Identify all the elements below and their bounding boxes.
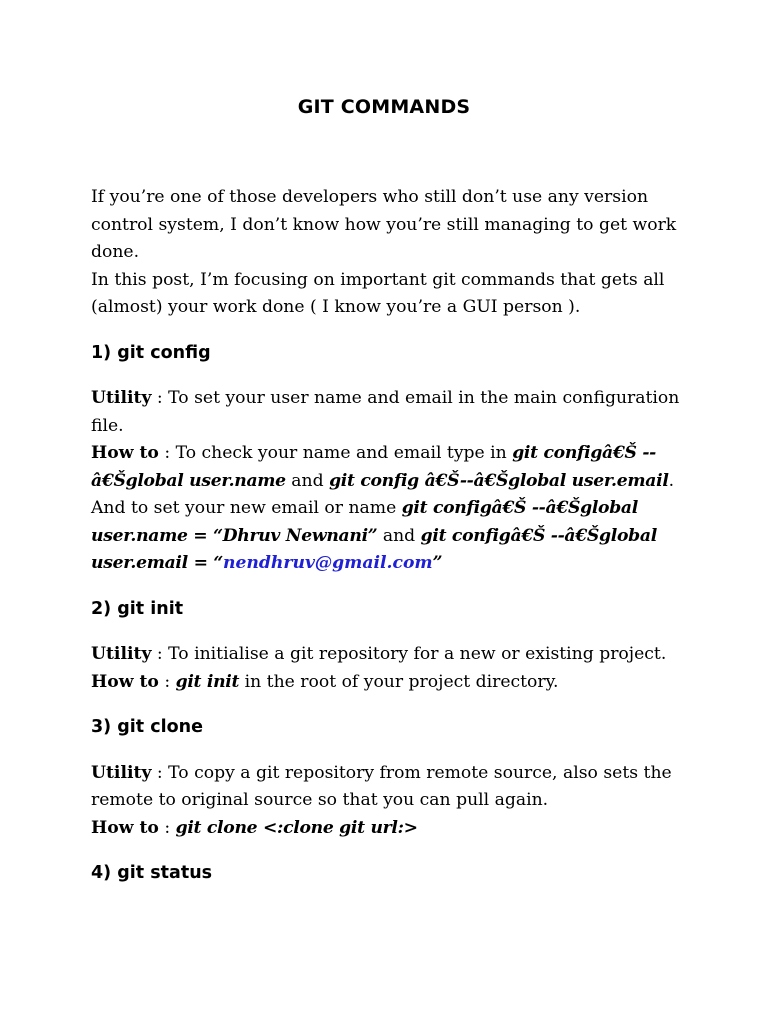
howto-label: How to <box>91 443 159 463</box>
utility-text: : To initialise a git repository for a new or existing project. <box>151 644 667 664</box>
howto-separator: : <box>158 817 176 838</box>
command-git-clone: git clone <:clone git url:> <box>175 817 418 838</box>
page-title: GIT COMMANDS <box>297 96 471 118</box>
section-heading-git-status: 4) git status <box>91 863 213 883</box>
section-heading-git-clone: 3) git clone <box>91 717 203 737</box>
howto-text: : To check your name and email type in <box>158 443 513 463</box>
command-set-user-email: git configâ€Š --â€Šglobal user.email = “ <box>91 525 657 573</box>
command-check-user-email: git config â€Š--â€Šglobal user.email <box>329 470 669 491</box>
utility-label: Utility <box>91 762 152 783</box>
utility-text: : To copy a git repository from remote source, also sets the remote to original source so that you can pull again. <box>91 762 672 810</box>
utility-label: Utility <box>91 644 152 664</box>
close-quote: ” <box>432 553 443 573</box>
set-text: And to set your new email or name <box>91 498 402 518</box>
section-heading-git-config: 1) git config <box>91 342 211 363</box>
intro-paragraph-2: In this post, I’m focusing on important git commands that gets all (almost) your work done ( I know you’re a GUI person ). <box>91 269 665 317</box>
command-check-user-name: git configâ€Š --â€Šglobal user.name <box>91 443 657 491</box>
utility-paragraph-git-init <box>91 641 691 669</box>
howto-label: How to <box>91 671 159 692</box>
utility-text: : To set your user name and email in the main configuration file. <box>91 388 680 436</box>
howto-paragraph-git-init <box>91 669 691 697</box>
utility-label: Utility <box>91 388 152 408</box>
utility-paragraph-git-config <box>91 385 691 440</box>
command-git-init: git init <box>175 671 240 692</box>
howto-paragraph-git-config <box>91 440 691 578</box>
conjunction-text: and <box>285 470 330 491</box>
section-heading-git-init: 2) git init <box>91 598 184 619</box>
howto-text: in the root of your project directory. <box>239 671 559 692</box>
document-body <box>91 184 691 906</box>
howto-label: How to <box>91 817 159 838</box>
period-text: . <box>668 470 675 491</box>
email-link[interactable]: nendhruv@gmail.com <box>222 553 433 573</box>
command-set-user-name: git configâ€Š --â€Šglobal user.name = “Dhruv Newnani” <box>91 498 639 546</box>
utility-paragraph-git-clone <box>91 760 691 815</box>
intro-paragraph-1: If you’re one of those developers who still don’t use any version control system, I don’t know how you’re still managing to get work done. <box>91 187 677 262</box>
conjunction-text: and <box>377 525 421 546</box>
howto-paragraph-git-clone <box>91 815 691 843</box>
howto-separator: : <box>158 671 176 692</box>
